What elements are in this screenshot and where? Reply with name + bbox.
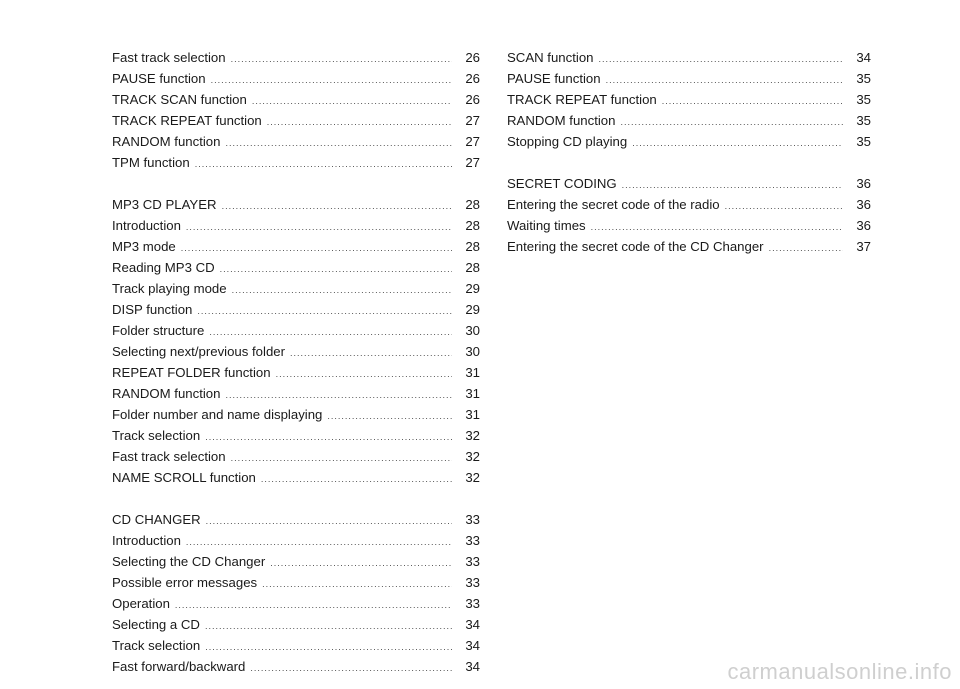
- toc-entry-page: 31: [465, 407, 480, 422]
- toc-entry-title: Introduction: [112, 218, 181, 233]
- toc-entry[interactable]: [112, 215, 480, 236]
- toc-entry-title: Fast forward/backward: [112, 659, 246, 674]
- toc-entry-title: RANDOM function: [112, 386, 221, 401]
- toc-entry-title: Fast track selection: [112, 449, 226, 464]
- section-gap: [112, 488, 480, 509]
- toc-entry[interactable]: [112, 635, 480, 656]
- toc-entry-page: 30: [465, 344, 480, 359]
- dot-leader: [261, 469, 452, 490]
- toc-entry-page: 26: [465, 50, 480, 65]
- toc-entry-title: Folder structure: [112, 323, 205, 338]
- toc-entry-page: 27: [465, 155, 480, 170]
- toc-entry[interactable]: [112, 110, 480, 131]
- toc-entry[interactable]: [112, 320, 480, 341]
- dot-leader: [270, 553, 452, 574]
- dot-leader: [599, 49, 844, 70]
- dot-leader: [231, 49, 452, 70]
- section-gap: [507, 152, 871, 173]
- toc-entry[interactable]: [112, 194, 480, 215]
- toc-entry[interactable]: [507, 110, 871, 131]
- toc-entry-title: TPM function: [112, 155, 190, 170]
- dot-leader: [252, 91, 452, 112]
- toc-entry-title: PAUSE function: [507, 71, 601, 86]
- toc-entry[interactable]: [112, 593, 480, 614]
- toc-entry-title: Reading MP3 CD: [112, 260, 215, 275]
- toc-entry[interactable]: [507, 236, 871, 257]
- dot-leader: [662, 91, 843, 112]
- dot-leader: [175, 595, 452, 616]
- toc-entry[interactable]: [507, 89, 871, 110]
- toc-entry-title: SCAN function: [507, 50, 594, 65]
- toc-entry-page: 36: [856, 176, 871, 191]
- toc-entry[interactable]: [112, 530, 480, 551]
- dot-leader: [205, 427, 452, 448]
- toc-right-column: [507, 47, 871, 257]
- toc-entry-title: TRACK SCAN function: [112, 92, 247, 107]
- toc-entry-page: 27: [465, 134, 480, 149]
- toc-left-column: [112, 47, 480, 677]
- toc-entry-page: 26: [465, 71, 480, 86]
- dot-leader: [725, 196, 843, 217]
- toc-entry-title: DISP function: [112, 302, 193, 317]
- toc-entry-title: Fast track selection: [112, 50, 226, 65]
- toc-entry-title: Entering the secret code of the CD Changer: [507, 239, 764, 254]
- toc-entry-title: RANDOM function: [507, 113, 616, 128]
- toc-entry-title: Track playing mode: [112, 281, 227, 296]
- toc-entry[interactable]: [507, 194, 871, 215]
- toc-entry[interactable]: [112, 362, 480, 383]
- toc-entry[interactable]: [112, 383, 480, 404]
- toc-entry-page: 28: [465, 239, 480, 254]
- toc-entry-page: 26: [465, 92, 480, 107]
- toc-entry-title: RANDOM function: [112, 134, 221, 149]
- toc-entry-page: 35: [856, 92, 871, 107]
- toc-entry-page: 35: [856, 134, 871, 149]
- toc-entry-title: Entering the secret code of the radio: [507, 197, 720, 212]
- toc-entry-page: 34: [465, 638, 480, 653]
- toc-entry[interactable]: [112, 68, 480, 89]
- dot-leader: [232, 280, 452, 301]
- toc-entry-title: REPEAT FOLDER function: [112, 365, 271, 380]
- toc-entry-title: Operation: [112, 596, 170, 611]
- dot-leader: [225, 133, 452, 154]
- toc-entry[interactable]: [112, 47, 480, 68]
- toc-entry-title: MP3 CD PLAYER: [112, 197, 217, 212]
- dot-leader: [276, 364, 452, 385]
- dot-leader: [211, 70, 452, 91]
- toc-entry-page: 33: [465, 575, 480, 590]
- toc-entry-page: 28: [465, 260, 480, 275]
- dot-leader: [186, 532, 452, 553]
- toc-entry-title: SECRET CODING: [507, 176, 617, 191]
- dot-leader: [769, 238, 843, 259]
- toc-entry-title: TRACK REPEAT function: [507, 92, 657, 107]
- toc-entry-page: 28: [465, 197, 480, 212]
- dot-leader: [205, 637, 452, 658]
- toc-entry[interactable]: [112, 446, 480, 467]
- toc-entry[interactable]: [112, 89, 480, 110]
- toc-entry[interactable]: [112, 278, 480, 299]
- toc-entry[interactable]: [507, 131, 871, 152]
- toc-entry[interactable]: [112, 467, 480, 488]
- dot-leader: [220, 259, 452, 280]
- toc-entry-page: 36: [856, 197, 871, 212]
- toc-entry-page: 34: [856, 50, 871, 65]
- dot-leader: [290, 343, 452, 364]
- toc-entry-page: 37: [856, 239, 871, 254]
- dot-leader: [620, 112, 843, 133]
- toc-entry-title: Selecting a CD: [112, 617, 200, 632]
- toc-entry-title: Folder number and name displaying: [112, 407, 323, 422]
- toc-entry-page: 30: [465, 323, 480, 338]
- dot-leader: [262, 574, 452, 595]
- toc-entry-page: 33: [465, 554, 480, 569]
- toc-entry-page: 33: [465, 512, 480, 527]
- toc-entry-title: Selecting next/previous folder: [112, 344, 286, 359]
- toc-entry-title: Possible error messages: [112, 575, 258, 590]
- toc-entry[interactable]: [112, 404, 480, 425]
- toc-entry-page: 29: [465, 302, 480, 317]
- toc-entry-page: 33: [465, 533, 480, 548]
- toc-entry-title: Selecting the CD Changer: [112, 554, 266, 569]
- toc-entry-page: 35: [856, 113, 871, 128]
- toc-entry-page: 31: [465, 365, 480, 380]
- dot-leader: [209, 322, 452, 343]
- toc-entry-page: 32: [465, 428, 480, 443]
- toc-entry-page: 29: [465, 281, 480, 296]
- dot-leader: [327, 406, 452, 427]
- section-gap: [112, 173, 480, 194]
- dot-leader: [197, 301, 452, 322]
- toc-entry-page: 33: [465, 596, 480, 611]
- dot-leader: [195, 154, 452, 175]
- dot-leader: [206, 511, 452, 532]
- toc-entry-page: 32: [465, 449, 480, 464]
- toc-entry-page: 35: [856, 71, 871, 86]
- toc-entry-title: Track selection: [112, 428, 201, 443]
- toc-entry[interactable]: [507, 173, 871, 194]
- dot-leader: [222, 196, 452, 217]
- toc-entry-page: 27: [465, 113, 480, 128]
- toc-entry[interactable]: [112, 299, 480, 320]
- toc-entry[interactable]: [112, 341, 480, 362]
- toc-entry-page: 34: [465, 659, 480, 674]
- toc-entry-title: CD CHANGER: [112, 512, 201, 527]
- toc-entry[interactable]: [112, 425, 480, 446]
- toc-entry-title: Introduction: [112, 533, 181, 548]
- dot-leader: [231, 448, 452, 469]
- toc-entry[interactable]: [112, 236, 480, 257]
- dot-leader: [225, 385, 452, 406]
- toc-entry-title: MP3 mode: [112, 239, 176, 254]
- toc-entry-page: 31: [465, 386, 480, 401]
- toc-entry[interactable]: [112, 257, 480, 278]
- toc-entry-title: NAME SCROLL function: [112, 470, 256, 485]
- toc-entry-page: 32: [465, 470, 480, 485]
- toc-entry[interactable]: [112, 551, 480, 572]
- dot-leader: [267, 112, 452, 133]
- toc-entry[interactable]: [507, 215, 871, 236]
- toc-entry-title: Stopping CD playing: [507, 134, 628, 149]
- dot-leader: [186, 217, 452, 238]
- watermark: carmanualsonline.info: [727, 659, 952, 684]
- toc-entry[interactable]: [112, 152, 480, 173]
- toc-entry-title: Track selection: [112, 638, 201, 653]
- dot-leader: [622, 175, 843, 196]
- toc-entry-title: TRACK REPEAT function: [112, 113, 262, 128]
- toc-entry[interactable]: [112, 572, 480, 593]
- toc-entry-title: Waiting times: [507, 218, 586, 233]
- toc-entry-page: 36: [856, 218, 871, 233]
- dot-leader: [606, 70, 843, 91]
- toc-entry[interactable]: [507, 47, 871, 68]
- dot-leader: [591, 217, 843, 238]
- toc-entry[interactable]: [112, 614, 480, 635]
- toc-entry-page: 34: [465, 617, 480, 632]
- toc-entry-page: 28: [465, 218, 480, 233]
- dot-leader: [205, 616, 452, 637]
- toc-entry[interactable]: [507, 68, 871, 89]
- dot-leader: [181, 238, 452, 259]
- dot-leader: [632, 133, 843, 154]
- toc-entry[interactable]: [112, 131, 480, 152]
- toc-entry[interactable]: [112, 509, 480, 530]
- toc-entry-title: PAUSE function: [112, 71, 206, 86]
